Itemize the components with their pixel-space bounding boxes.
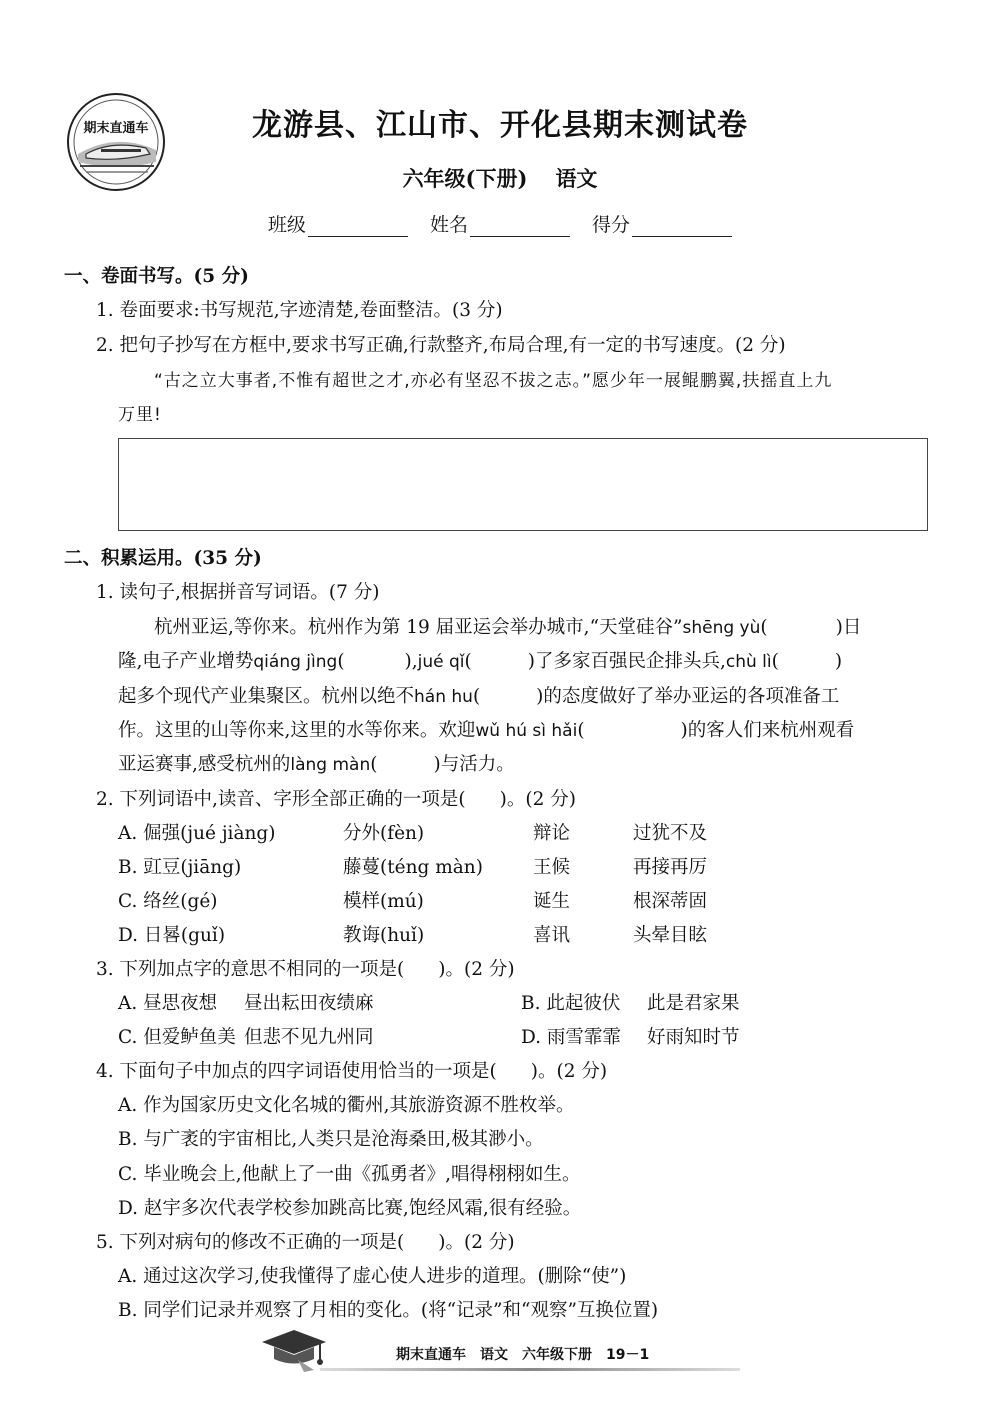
q5-option-a: A. 通过这次学习,使我懂得了虚心使人进步的道理。(删除“使”) [118,1266,627,1287]
q2-option-cell: 诞生 [533,891,571,912]
q1-line-1 [154,615,861,641]
q3-option-cell: 但悲不见九州同 [244,1027,374,1048]
q5-option-b: B. 同学们记录并观察了月相的变化。(将“记录”和“观察”互换位置) [118,1300,659,1321]
q5-stem [96,1230,515,1256]
q2-option-cell: D. 日晷(guǐ) [118,925,226,946]
q1-text: 杭州亚运,等你来。杭州作为第 19 届亚运会举办城市,“天堂硅谷” [154,617,683,638]
score-field[interactable] [592,210,732,237]
quote-line-1: “古之立大事者,不惟有超世之才,亦必有坚忍不拔之志。”愿少年一展鲲鹏翼,扶摇直上九 [154,371,833,391]
answer-blank[interactable]: ( ) [472,686,544,707]
q1-line-3 [118,684,839,710]
footer-page-number: 19－1 [606,1347,650,1363]
section1-heading: 一、卷面书写。(5 分) [64,266,249,287]
section1-q2: 2. 把句子抄写在方框中,要求书写正确,行款整齐,布局合理,有一定的书写速度。(2 分) [96,335,786,356]
score-label: 得分 [592,214,631,236]
q3-option-cell: D. 雨雪霏霏 [521,1027,621,1048]
q2-stem-text: 2. 下列词语中,读音、字形全部正确的一项是( [96,789,466,810]
q1-text: 的态度做好了举办亚运的各项准备工 [543,686,840,707]
q1-text: 起多个现代产业集聚区。杭州以绝不 [118,686,415,707]
q2-stem [96,787,576,813]
class-blank[interactable] [308,218,408,237]
page-footer [0,1322,1000,1382]
answer-blank[interactable]: ( ) [771,651,843,672]
q4-stem [96,1059,607,1085]
q3-stem-text: 3. 下列加点字的意思不相同的一项是( [96,959,405,980]
q2-option-cell: 头晕目眩 [633,925,708,946]
footer-subject: 语文 [480,1347,508,1363]
q2-option-cell: 喜讯 [533,925,571,946]
quote-line-2: 万里! [118,405,162,425]
class-label: 班级 [267,214,306,236]
answer-blank[interactable]: ( ) [337,651,412,672]
q1-text: 的客人们来杭州观看 [687,720,855,741]
q1-stem: 1. 读句子,根据拼音写词语。(7 分) [96,582,380,603]
pinyin: jué qǐ [417,652,465,672]
page-title: 龙游县、江山市、开化县期末测试卷 [252,108,748,143]
q1-text: 亚运赛事,感受杭州的 [118,754,291,775]
q1-line-4 [118,718,854,744]
q2-stem-score: )。(2 分) [499,789,576,810]
q1-text: , [411,651,418,672]
q2-option-cell: 模样(mú) [343,891,424,912]
name-blank[interactable] [470,218,570,237]
q1-text: 日 [842,617,862,638]
q2-option-cell: 再接再厉 [633,857,708,878]
q2-option-cell: 王候 [533,857,571,878]
section2-heading: 二、积累运用。(35 分) [64,548,262,569]
answer-blank[interactable]: ( ) [577,720,688,741]
q5-stem-score: )。(2 分) [438,1232,515,1253]
q3-option-cell: 此是君家果 [647,993,740,1014]
q3-stem-score: )。(2 分) [438,959,515,980]
footer-text [396,1344,663,1364]
pinyin: làng màn [290,755,371,775]
q4-stem-text: 4. 下面句子中加点的四字词语使用恰当的一项是( [96,1061,497,1082]
seal-text: 期末直通车 [83,121,149,136]
q3-option-cell: C. 但爱鲈鱼美 [118,1027,236,1048]
q4-option-c: C. 毕业晚会上,他献上了一曲《孤勇者》,唱得栩栩如生。 [118,1164,581,1185]
q3-option-cell: A. 昼思夜想 [118,993,218,1014]
section1-q1: 1. 卷面要求:书写规范,字迹清楚,卷面整洁。(3 分) [96,300,503,321]
q1-line-5 [118,752,515,778]
score-blank[interactable] [632,218,732,237]
q2-option-cell: 藤蔓(téng màn) [343,857,483,878]
q2-option-cell: 辩论 [533,823,571,844]
pinyin: wǔ hú sì hǎi [475,721,578,741]
q4-stem-score: )。(2 分) [530,1061,608,1082]
pinyin: qiáng jìng [253,652,338,672]
footer-brand: 期末直通车 [396,1347,466,1363]
q1-text: 了多家百强民企排头兵, [534,651,726,672]
q3-option-cell: 昼出耘田夜绩麻 [244,993,374,1014]
q1-text: 作。这里的山等你来,这里的水等你来。欢迎 [118,720,476,741]
grade-label: 六年级(下册) [402,166,528,191]
q2-option-cell: 分外(fèn) [343,823,425,844]
q1-text: 与活力。 [440,754,515,775]
subject-label: 语文 [555,166,598,191]
page-subtitle [0,163,1000,193]
q3-stem [96,957,515,983]
student-info-row [0,210,1000,237]
graduation-cap-icon [258,1326,328,1374]
q2-option-cell: 过犹不及 [633,823,708,844]
pinyin: hán hu [414,687,473,707]
q2-option-cell: A. 倔强(jué jiàng) [118,823,276,844]
q1-text: 隆,电子产业增势 [118,651,254,672]
q2-option-cell: 教诲(huǐ) [343,925,425,946]
answer-blank[interactable]: ( ) [370,754,441,775]
name-label: 姓名 [429,214,468,236]
answer-blank[interactable]: ( ) [760,617,843,638]
q2-option-cell: 根深蒂固 [633,891,708,912]
q4-option-b: B. 与广袤的宇宙相比,人类只是沧海桑田,极其渺小。 [118,1129,544,1150]
name-field[interactable] [430,210,570,237]
q4-option-d: D. 赵宇多次代表学校参加跳高比赛,饱经风霜,很有经验。 [118,1198,582,1219]
q2-option-cell: C. 络丝(gé) [118,891,218,912]
pinyin: chù lì [725,652,772,672]
answer-blank[interactable]: ( ) [464,651,535,672]
class-field[interactable] [268,210,408,237]
pinyin: shēng yù [682,618,761,638]
q1-line-2 [118,649,842,675]
q3-option-cell: B. 此起彼伏 [521,993,621,1014]
q5-stem-text: 5. 下列对病句的修改不正确的一项是( [96,1232,405,1253]
q4-option-a: A. 作为国家历史文化名城的衢州,其旅游资源不胜枚举。 [118,1095,575,1116]
footer-grade: 六年级下册 [522,1347,592,1363]
copy-writing-box[interactable] [118,438,928,531]
q2-option-cell: B. 豇豆(jiāng) [118,857,242,878]
q3-option-cell: 好雨知时节 [647,1027,740,1048]
